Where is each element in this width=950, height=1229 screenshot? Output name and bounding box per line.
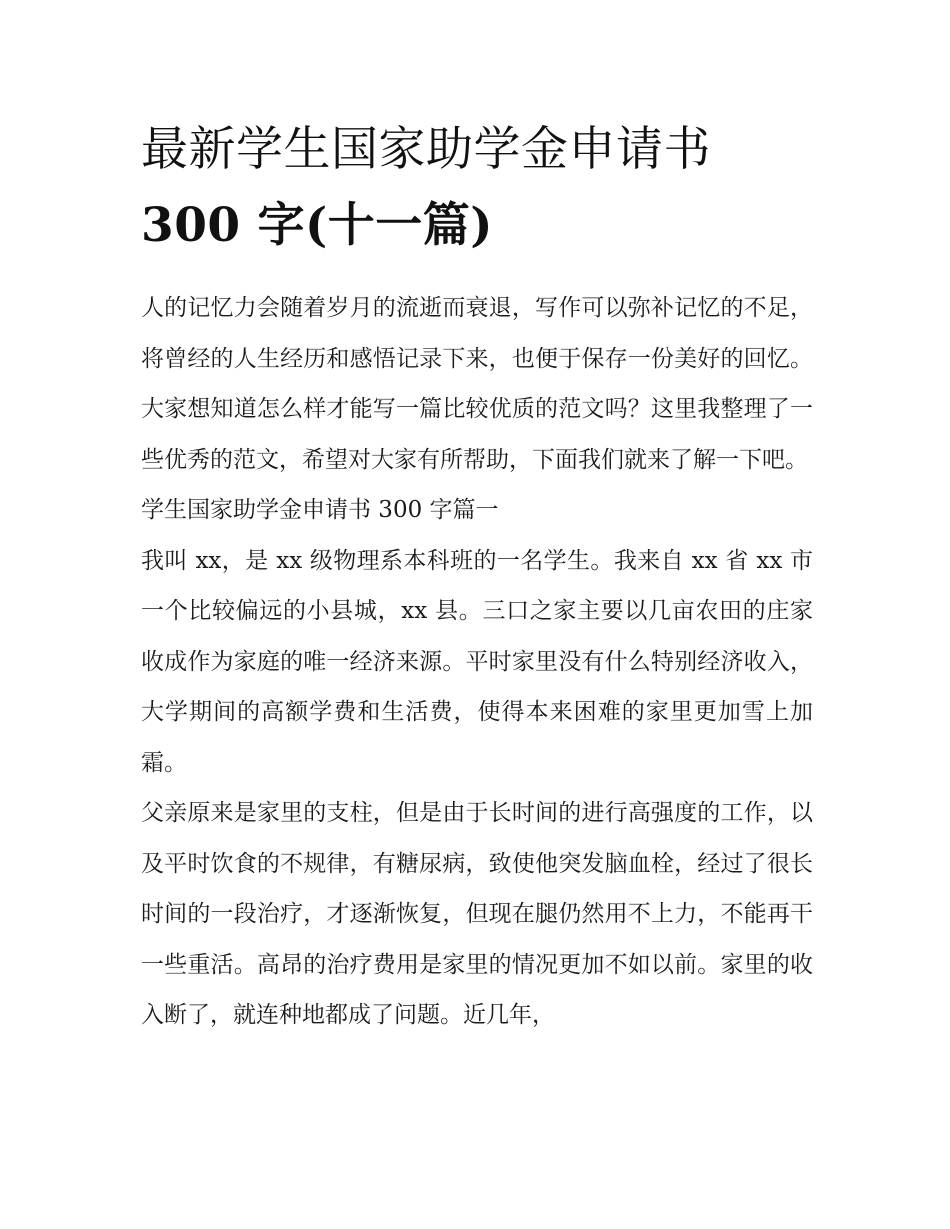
section-heading: 学生国家助学金申请书 300 字篇一 (141, 497, 499, 523)
document-content (141, 112, 813, 1041)
intro-paragraph: 人的记忆力会随着岁月的流逝而衰退，写作可以弥补记忆的不足，将曾经的人生经历和感悟记录下来，也便于保存一份美好的回忆。大家想知道怎么样才能写一篇比较优质的范文吗？这里我整理了一些优秀的范文，希望对大家有所帮助，下面我们就来了解一下吧。 (141, 295, 813, 473)
document-body (141, 283, 813, 1041)
document-title-line-2: 300 字(十一篇) (141, 198, 493, 253)
document-title-line-1: 最新学生国家助学金申请书 (141, 122, 711, 177)
document-title (141, 112, 813, 264)
body-paragraph: 父亲原来是家里的支柱，但是由于长时间的进行高强度的工作，以及平时饮食的不规律，有糖尿病，致使他突发脑血栓，经过了很长时间的一段治疗，才逐渐恢复，但现在腿仍然用不上力，不能再干一些重活。高昂的治疗费用是家里的情况更加不如以前。家里的收入断了，就连种地都成了问题。近几年， (141, 800, 813, 1028)
body-paragraph: 我叫 xx，是 xx 级物理系本科班的一名学生。我来自 xx 省 xx 市一个比较偏远的小县城，xx 县。三口之家主要以几亩农田的庄家收成作为家庭的唯一经济来源。平时家里没有什么特别经济收入，大学期间的高额学费和生活费，使得本来困难的家里更加雪上加霜。 (141, 547, 813, 776)
